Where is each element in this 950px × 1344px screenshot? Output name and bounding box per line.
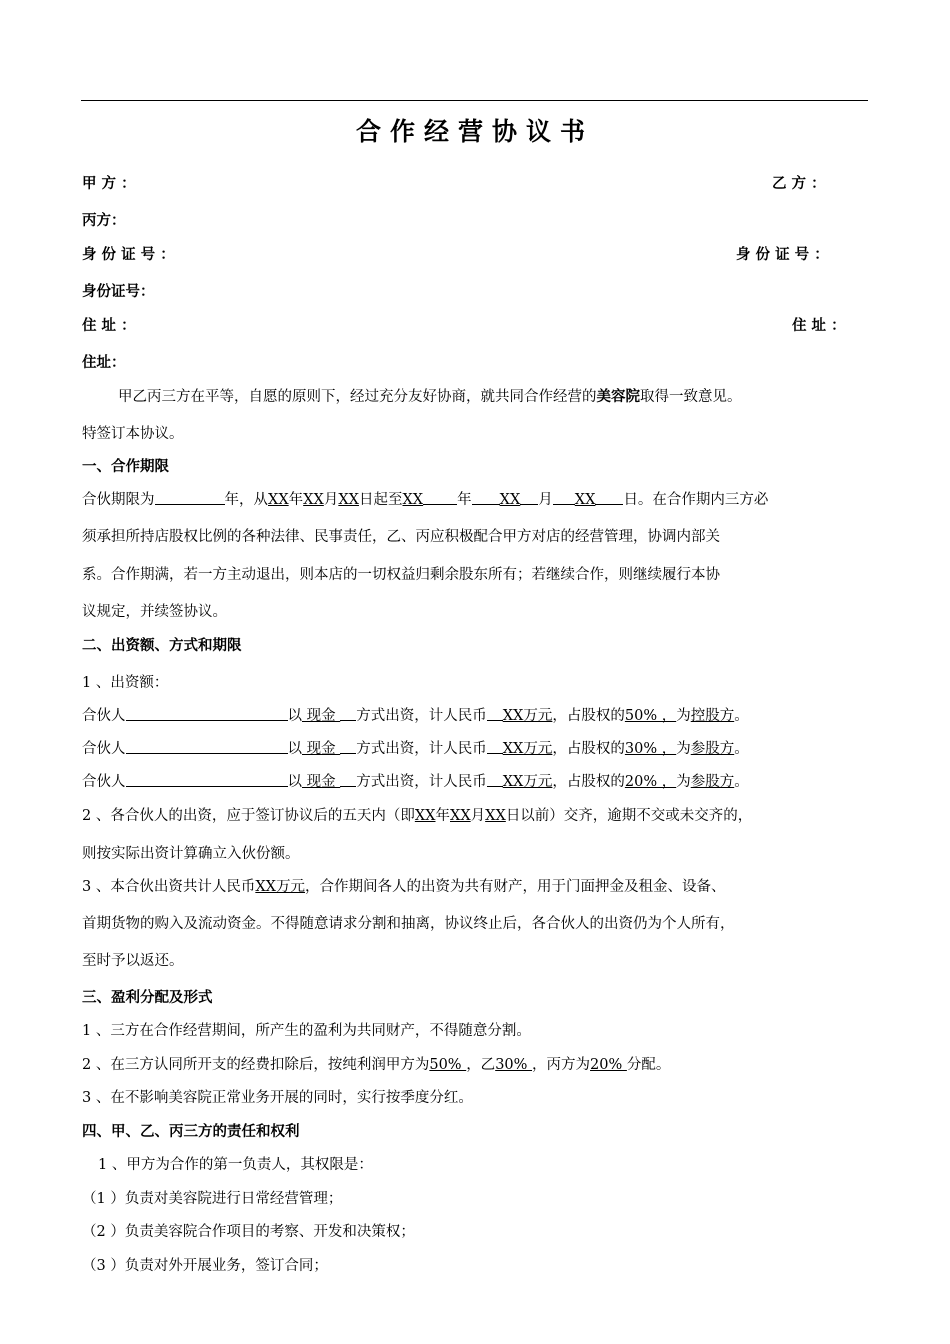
- party-a-label: 甲 方 ：: [82, 176, 136, 192]
- partner-row: 合伙人 以 现金 方式出资，计人民币 XX万元，占股权的20% ，为参股方。: [82, 774, 749, 790]
- capital-item-3-cont: 首期货物的购入及流动资金。不得随意请求分割和抽离，协议终止后，各合伙人的出资仍为个人所有，: [82, 916, 735, 932]
- section-3-heading: 三、盈利分配及形式: [82, 990, 213, 1006]
- party-b-label: 乙 方 ：: [772, 176, 826, 192]
- term-paragraph-line-1: 合伙期限为 年，从XX年XX月XX日起至XX 年 XX 月 XX 日。在合作期内三方必: [82, 492, 769, 508]
- partner-row: 合伙人 以 现金 方式出资，计人民币 XX万元，占股权的50% ，为控股方。: [82, 708, 749, 724]
- party-c-label: 丙方：: [82, 213, 126, 229]
- capital-item-3: 3 、本合伙出资共计人民币XX万元，合作期间各人的出资为共有财产，用于门面押金及租金、设备、: [82, 879, 726, 895]
- intro-line-1: 甲乙丙三方在平等，自愿的原则下，经过充分友好协商，就共同合作经营的美容院取得一致意见。: [118, 389, 742, 405]
- party-a-address-label: 住 址 ：: [82, 318, 136, 334]
- profit-item-2: 2 、在三方认同所开支的经费扣除后，按纯利润甲方为50% ，乙30% ，丙方为20% 分配。: [82, 1057, 671, 1073]
- party-a-id-label: 身 份 证 号 ：: [82, 247, 175, 263]
- capital-item-1: 1 、出资额：: [82, 675, 169, 691]
- term-paragraph-line-3: 系。合作期满，若一方主动退出，则本店的一切权益归剩余股东所有；若继续合作，则继续履行本协: [82, 567, 720, 583]
- document-title: 合作经营协议书: [355, 117, 594, 146]
- capital-item-2-cont: 则按实际出资计算确立入伙份额。: [82, 846, 300, 862]
- capital-item-3-end: 至时予以返还。: [82, 953, 184, 969]
- party-b-address-label: 住 址 ：: [792, 318, 846, 334]
- header-rule: [81, 100, 868, 101]
- duty-sub-item: （2 ）负责美容院合作项目的考察、开发和决策权；: [82, 1224, 415, 1240]
- section-1-heading: 一、合作期限: [82, 459, 169, 475]
- duty-sub-item: （1 ）负责对美容院进行日常经营管理；: [82, 1191, 343, 1207]
- profit-item-1: 1 、三方在合作经营期间，所产生的盈利为共同财产，不得随意分割。: [82, 1023, 531, 1039]
- party-c-id-label: 身份证号：: [82, 284, 155, 300]
- term-paragraph-line-4: 议规定，并续签协议。: [82, 604, 227, 620]
- party-b-id-label: 身 份 证 号 ：: [736, 247, 829, 263]
- partner-row: 合伙人 以 现金 方式出资，计人民币 XX万元，占股权的30% ，为参股方。: [82, 741, 749, 757]
- term-paragraph-line-2: 须承担所持店股权比例的各种法律、民事责任，乙、丙应积极配合甲方对店的经营管理，协调内部关: [82, 529, 720, 545]
- duty-item-1: 1 、甲方为合作的第一负责人，其权限是：: [98, 1157, 373, 1173]
- section-2-heading: 二、出资额、方式和期限: [82, 638, 242, 654]
- party-c-address-label: 住址：: [82, 355, 126, 371]
- profit-item-3: 3 、在不影响美容院正常业务开展的同时，实行按季度分红。: [82, 1090, 473, 1106]
- capital-item-2: 2 、各合伙人的出资，应于签订协议后的五天内（即XX年XX月XX日以前）交齐，逾期不交或未交齐的，: [82, 808, 753, 824]
- business-name: 美容院: [596, 389, 640, 405]
- section-4-heading: 四、甲、乙、丙三方的责任和权利: [82, 1124, 300, 1140]
- duty-sub-item: （3 ）负责对外开展业务，签订合同；: [82, 1258, 328, 1274]
- intro-line-2: 特签订本协议。: [82, 426, 184, 442]
